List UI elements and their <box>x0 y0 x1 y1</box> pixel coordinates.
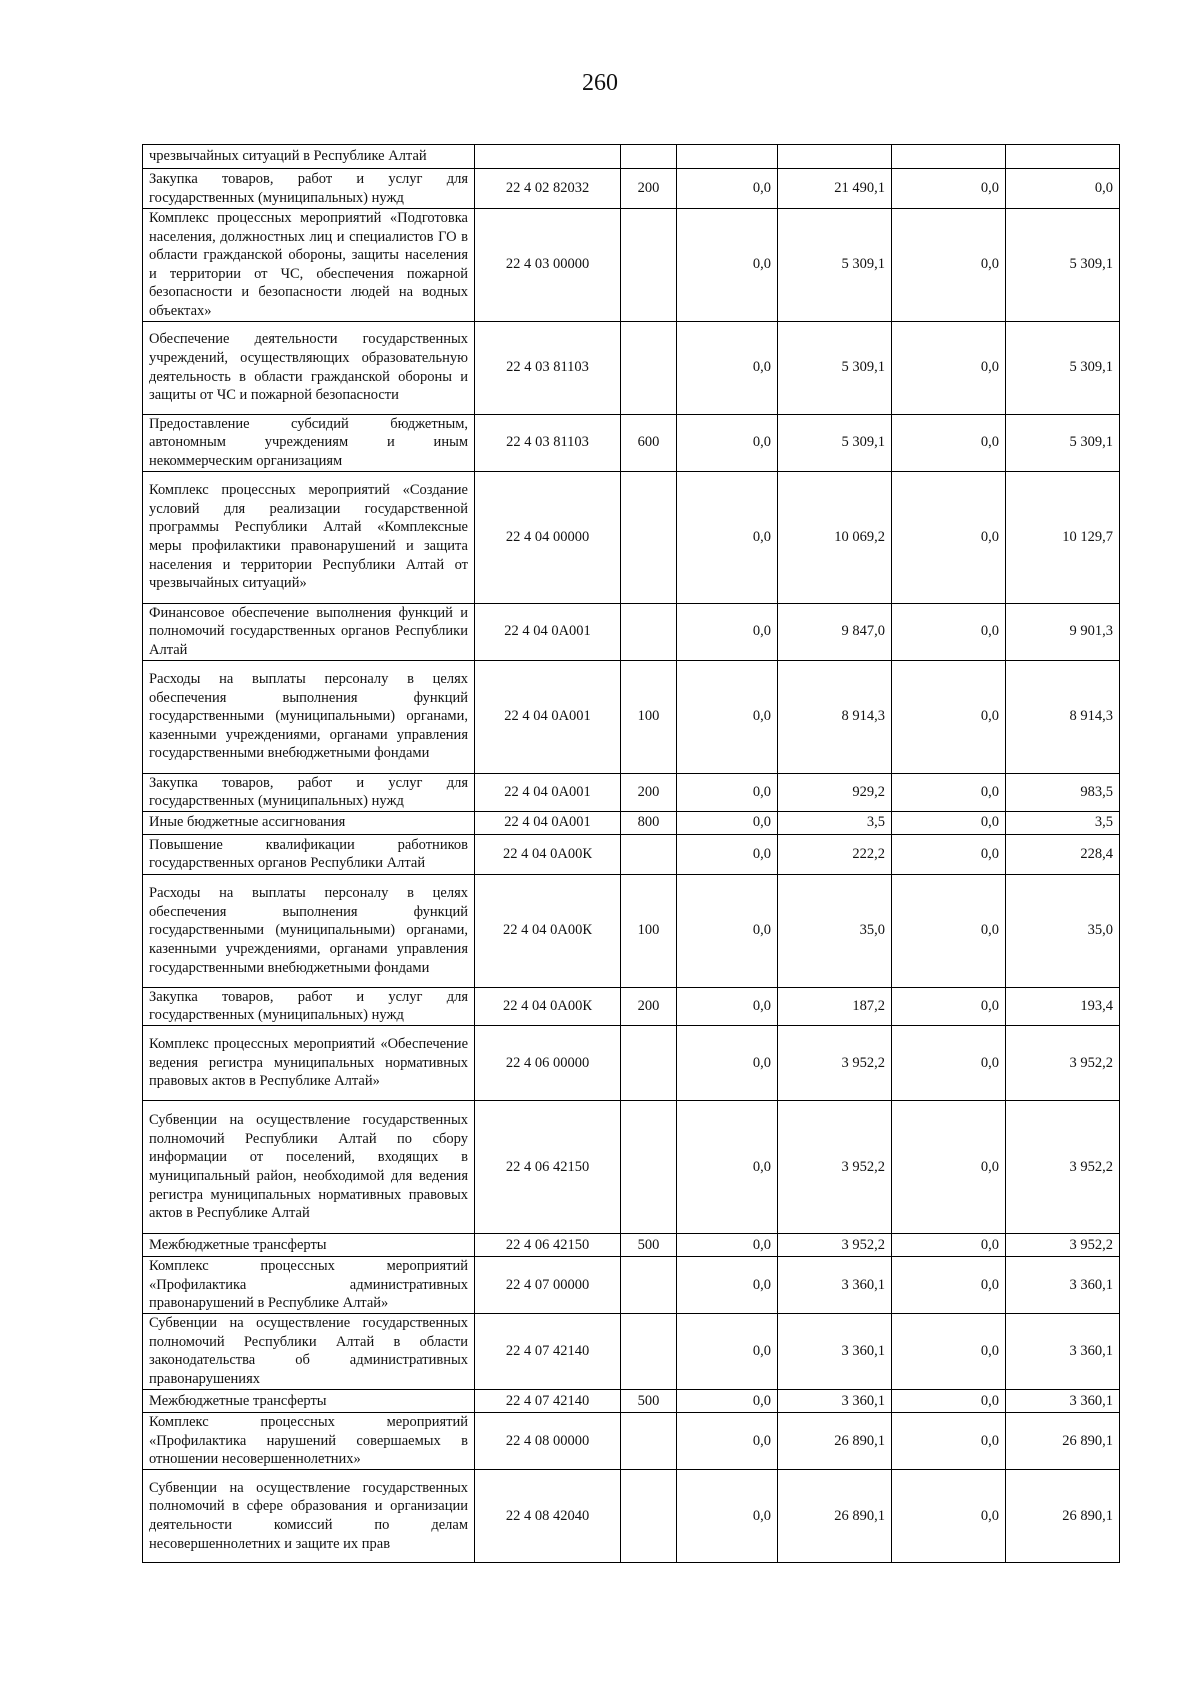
row-code-cell: 22 4 04 0А001 <box>475 773 621 811</box>
row-value-2-cell: 21 490,1 <box>778 169 892 209</box>
row-code-cell: 22 4 04 00000 <box>475 471 621 603</box>
row-value-3-cell: 0,0 <box>892 660 1006 773</box>
row-value-2-cell: 5 309,1 <box>778 414 892 471</box>
row-name-cell: Комплекс процессных мероприятий «Профилактика административных правонарушений в Республике Алтай» <box>143 1256 475 1313</box>
table-row <box>143 834 1120 874</box>
table-row <box>143 1412 1120 1469</box>
table-body <box>143 145 1120 1563</box>
table-row <box>143 987 1120 1025</box>
row-value-4-cell: 0,0 <box>1006 169 1120 209</box>
row-value-3-cell: 0,0 <box>892 1100 1006 1233</box>
row-value-4-cell: 9 901,3 <box>1006 603 1120 660</box>
row-value-4-cell: 35,0 <box>1006 874 1120 987</box>
row-value-4-cell: 26 890,1 <box>1006 1469 1120 1562</box>
row-value-4-cell: 3 360,1 <box>1006 1256 1120 1313</box>
row-value-3-cell: 0,0 <box>892 1256 1006 1313</box>
row-value-2-cell: 3 952,2 <box>778 1233 892 1256</box>
row-value-2-cell: 222,2 <box>778 834 892 874</box>
row-value-4-cell: 8 914,3 <box>1006 660 1120 773</box>
row-expense-type-cell <box>621 1313 677 1389</box>
row-value-1-cell: 0,0 <box>677 987 778 1025</box>
row-value-4-cell: 228,4 <box>1006 834 1120 874</box>
row-value-3-cell: 0,0 <box>892 1233 1006 1256</box>
row-value-2-cell: 8 914,3 <box>778 660 892 773</box>
row-value-2-cell <box>778 145 892 169</box>
row-value-3-cell: 0,0 <box>892 834 1006 874</box>
row-value-3-cell: 0,0 <box>892 1469 1006 1562</box>
row-name-cell: Межбюджетные трансферты <box>143 1233 475 1256</box>
row-expense-type-cell <box>621 1256 677 1313</box>
row-code-cell: 22 4 02 82032 <box>475 169 621 209</box>
row-value-2-cell: 9 847,0 <box>778 603 892 660</box>
row-value-4-cell: 3 952,2 <box>1006 1233 1120 1256</box>
row-value-1-cell: 0,0 <box>677 471 778 603</box>
row-value-2-cell: 26 890,1 <box>778 1469 892 1562</box>
row-value-1-cell: 0,0 <box>677 603 778 660</box>
table-row <box>143 1233 1120 1256</box>
row-name-cell: Обеспечение деятельности государственных учреждений, осуществляющих образовательную деятельность в области гражданской обороны и защиты от ЧС и пожарной безопасности <box>143 321 475 414</box>
row-value-1-cell: 0,0 <box>677 1256 778 1313</box>
row-value-2-cell: 5 309,1 <box>778 209 892 322</box>
row-value-2-cell: 26 890,1 <box>778 1412 892 1469</box>
table-row <box>143 1313 1120 1389</box>
row-value-2-cell: 3 360,1 <box>778 1256 892 1313</box>
row-value-4-cell: 5 309,1 <box>1006 209 1120 322</box>
row-value-1-cell: 0,0 <box>677 169 778 209</box>
row-value-1-cell: 0,0 <box>677 1233 778 1256</box>
table-row <box>143 321 1120 414</box>
row-expense-type-cell <box>621 1100 677 1233</box>
row-name-cell: Комплекс процессных мероприятий «Профилактика нарушений совершаемых в отношении несовершеннолетних» <box>143 1412 475 1469</box>
row-value-2-cell: 5 309,1 <box>778 321 892 414</box>
row-name-cell: Закупка товаров, работ и услуг для государственных (муниципальных) нужд <box>143 773 475 811</box>
row-code-cell: 22 4 08 00000 <box>475 1412 621 1469</box>
row-value-3-cell: 0,0 <box>892 773 1006 811</box>
row-value-4-cell: 193,4 <box>1006 987 1120 1025</box>
row-name-cell: Повышение квалификации работников государственных органов Республики Алтай <box>143 834 475 874</box>
row-expense-type-cell <box>621 1469 677 1562</box>
row-value-4-cell: 3 360,1 <box>1006 1313 1120 1389</box>
row-value-3-cell: 0,0 <box>892 1025 1006 1100</box>
row-expense-type-cell: 200 <box>621 169 677 209</box>
row-value-4-cell: 3 360,1 <box>1006 1389 1120 1412</box>
row-value-3-cell: 0,0 <box>892 321 1006 414</box>
row-value-3-cell: 0,0 <box>892 1389 1006 1412</box>
table-row <box>143 145 1120 169</box>
table-row <box>143 1256 1120 1313</box>
row-expense-type-cell <box>621 145 677 169</box>
row-code-cell: 22 4 06 42150 <box>475 1233 621 1256</box>
table-row <box>143 471 1120 603</box>
row-name-cell: Расходы на выплаты персоналу в целях обеспечения выполнения функций государственными (муниципальными) органами, казенными учреждениями, органами управления государственными внебюджетными фондами <box>143 660 475 773</box>
row-value-4-cell: 5 309,1 <box>1006 414 1120 471</box>
row-name-cell: чрезвычайных ситуаций в Республике Алтай <box>143 145 475 169</box>
row-value-3-cell: 0,0 <box>892 987 1006 1025</box>
row-expense-type-cell <box>621 471 677 603</box>
row-value-1-cell <box>677 145 778 169</box>
row-expense-type-cell: 200 <box>621 987 677 1025</box>
row-value-2-cell: 10 069,2 <box>778 471 892 603</box>
row-value-2-cell: 3 360,1 <box>778 1313 892 1389</box>
row-name-cell: Расходы на выплаты персоналу в целях обеспечения выполнения функций государственными (муниципальными) органами, казенными учреждениями, органами управления государственными внебюджетными фондами <box>143 874 475 987</box>
table-row <box>143 811 1120 834</box>
row-value-1-cell: 0,0 <box>677 773 778 811</box>
row-value-2-cell: 929,2 <box>778 773 892 811</box>
row-value-4-cell: 3 952,2 <box>1006 1025 1120 1100</box>
row-value-1-cell: 0,0 <box>677 834 778 874</box>
row-expense-type-cell: 800 <box>621 811 677 834</box>
row-code-cell: 22 4 03 00000 <box>475 209 621 322</box>
row-value-1-cell: 0,0 <box>677 811 778 834</box>
row-code-cell: 22 4 08 42040 <box>475 1469 621 1562</box>
table-row <box>143 1469 1120 1562</box>
row-value-1-cell: 0,0 <box>677 1313 778 1389</box>
row-value-2-cell: 3 360,1 <box>778 1389 892 1412</box>
row-value-3-cell: 0,0 <box>892 414 1006 471</box>
row-code-cell: 22 4 04 0А00К <box>475 834 621 874</box>
row-code-cell: 22 4 07 00000 <box>475 1256 621 1313</box>
row-value-1-cell: 0,0 <box>677 1412 778 1469</box>
table-row <box>143 773 1120 811</box>
row-code-cell: 22 4 06 42150 <box>475 1100 621 1233</box>
table-row <box>143 169 1120 209</box>
row-value-1-cell: 0,0 <box>677 1025 778 1100</box>
row-value-3-cell: 0,0 <box>892 169 1006 209</box>
row-name-cell: Межбюджетные трансферты <box>143 1389 475 1412</box>
table-row <box>143 874 1120 987</box>
row-value-4-cell: 10 129,7 <box>1006 471 1120 603</box>
row-value-4-cell: 983,5 <box>1006 773 1120 811</box>
table-row <box>143 209 1120 322</box>
row-value-3-cell: 0,0 <box>892 874 1006 987</box>
row-expense-type-cell <box>621 603 677 660</box>
row-value-4-cell: 5 309,1 <box>1006 321 1120 414</box>
row-value-3-cell: 0,0 <box>892 1412 1006 1469</box>
table-row <box>143 603 1120 660</box>
row-expense-type-cell: 100 <box>621 874 677 987</box>
row-code-cell: 22 4 04 0А001 <box>475 811 621 834</box>
row-expense-type-cell: 100 <box>621 660 677 773</box>
row-value-2-cell: 3,5 <box>778 811 892 834</box>
row-expense-type-cell <box>621 1412 677 1469</box>
row-value-3-cell: 0,0 <box>892 1313 1006 1389</box>
row-code-cell: 22 4 04 0А00К <box>475 987 621 1025</box>
row-code-cell: 22 4 04 0А001 <box>475 660 621 773</box>
table-row <box>143 414 1120 471</box>
row-value-1-cell: 0,0 <box>677 414 778 471</box>
row-expense-type-cell <box>621 209 677 322</box>
row-code-cell: 22 4 07 42140 <box>475 1389 621 1412</box>
row-value-3-cell: 0,0 <box>892 603 1006 660</box>
row-value-1-cell: 0,0 <box>677 1469 778 1562</box>
table-row <box>143 1100 1120 1233</box>
row-expense-type-cell: 600 <box>621 414 677 471</box>
row-code-cell: 22 4 04 0А001 <box>475 603 621 660</box>
row-code-cell: 22 4 04 0А00К <box>475 874 621 987</box>
row-expense-type-cell: 500 <box>621 1233 677 1256</box>
row-value-3-cell <box>892 145 1006 169</box>
row-expense-type-cell <box>621 834 677 874</box>
row-value-1-cell: 0,0 <box>677 874 778 987</box>
budget-table <box>142 144 1120 1563</box>
table-row <box>143 1025 1120 1100</box>
row-value-1-cell: 0,0 <box>677 1389 778 1412</box>
row-value-3-cell: 0,0 <box>892 811 1006 834</box>
row-value-2-cell: 3 952,2 <box>778 1100 892 1233</box>
row-value-4-cell: 26 890,1 <box>1006 1412 1120 1469</box>
row-value-1-cell: 0,0 <box>677 660 778 773</box>
row-value-2-cell: 187,2 <box>778 987 892 1025</box>
row-name-cell: Субвенции на осуществление государственных полномочий в сфере образования и организации деятельности комиссий по делам несовершеннолетних и защите их прав <box>143 1469 475 1562</box>
row-value-2-cell: 3 952,2 <box>778 1025 892 1100</box>
row-value-4-cell: 3,5 <box>1006 811 1120 834</box>
row-code-cell <box>475 145 621 169</box>
row-value-1-cell: 0,0 <box>677 1100 778 1233</box>
row-expense-type-cell <box>621 1025 677 1100</box>
row-name-cell: Закупка товаров, работ и услуг для государственных (муниципальных) нужд <box>143 987 475 1025</box>
row-value-4-cell <box>1006 145 1120 169</box>
row-expense-type-cell: 200 <box>621 773 677 811</box>
row-value-4-cell: 3 952,2 <box>1006 1100 1120 1233</box>
row-name-cell: Комплекс процессных мероприятий «Создание условий для реализации государственной программы Республики Алтай «Комплексные меры профилактики правонарушений и защита населения и территории Республики Алтай от чрезвычайных ситуаций» <box>143 471 475 603</box>
row-name-cell: Иные бюджетные ассигнования <box>143 811 475 834</box>
row-name-cell: Закупка товаров, работ и услуг для государственных (муниципальных) нужд <box>143 169 475 209</box>
row-expense-type-cell <box>621 321 677 414</box>
row-code-cell: 22 4 06 00000 <box>475 1025 621 1100</box>
row-value-2-cell: 35,0 <box>778 874 892 987</box>
row-value-1-cell: 0,0 <box>677 209 778 322</box>
page-number: 260 <box>582 70 618 96</box>
row-code-cell: 22 4 03 81103 <box>475 321 621 414</box>
row-code-cell: 22 4 07 42140 <box>475 1313 621 1389</box>
row-value-1-cell: 0,0 <box>677 321 778 414</box>
row-name-cell: Финансовое обеспечение выполнения функций и полномочий государственных органов Республики Алтай <box>143 603 475 660</box>
table-row <box>143 660 1120 773</box>
row-expense-type-cell: 500 <box>621 1389 677 1412</box>
row-name-cell: Предоставление субсидий бюджетным, автономным учреждениям и иным некоммерческим организациям <box>143 414 475 471</box>
row-name-cell: Субвенции на осуществление государственных полномочий Республики Алтай по сбору информации от поселений, входящих в муниципальный район, необходимой для ведения регистра муниципальных нормативных правовых актов в Республике Алтай <box>143 1100 475 1233</box>
row-value-3-cell: 0,0 <box>892 209 1006 322</box>
row-code-cell: 22 4 03 81103 <box>475 414 621 471</box>
row-name-cell: Субвенции на осуществление государственных полномочий Республики Алтай в области законодательства об административных правонарушениях <box>143 1313 475 1389</box>
row-name-cell: Комплекс процессных мероприятий «Подготовка населения, должностных лиц и специалистов ГО в области гражданской обороны, защиты населения и территории от ЧС, обеспечения пожарной безопасности и безопасности людей на водных объектах» <box>143 209 475 322</box>
row-value-3-cell: 0,0 <box>892 471 1006 603</box>
row-name-cell: Комплекс процессных мероприятий «Обеспечение ведения регистра муниципальных нормативных правовых актов в Республике Алтай» <box>143 1025 475 1100</box>
table-row <box>143 1389 1120 1412</box>
